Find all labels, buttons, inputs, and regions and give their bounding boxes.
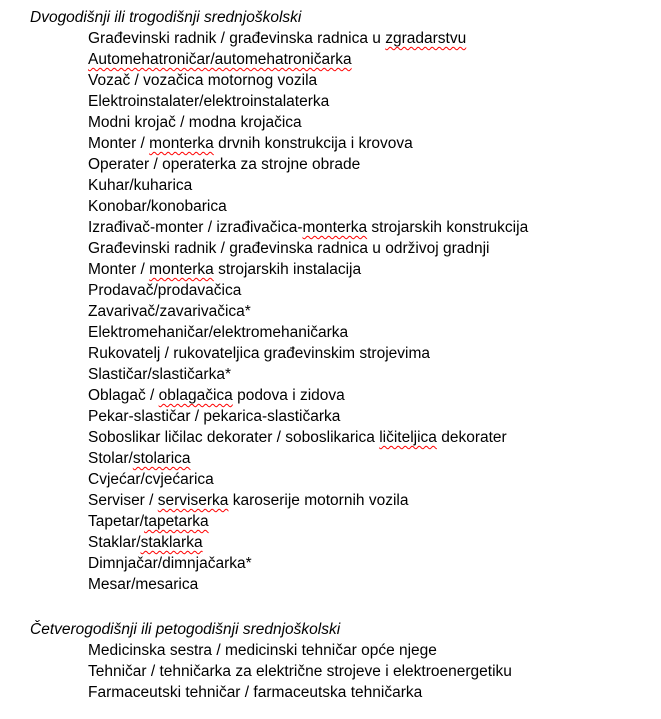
list-item (88, 280, 651, 301)
text-segment: Stolar/ (88, 450, 133, 467)
text-segment: Farmaceutski tehničar / farmaceutska tehničarka (88, 684, 423, 701)
misspelled-word: oblagačica (158, 387, 233, 404)
misspelled-word: stolarica (132, 450, 191, 467)
list-item (88, 682, 651, 703)
list-item (88, 91, 651, 112)
text-segment: Elektroinstalater/elektroinstalaterka (88, 93, 330, 110)
text-segment: Konobar/konobarica (88, 198, 227, 215)
misspelled-word: zgradarstvu (385, 30, 467, 47)
text-segment: dekorater (436, 429, 507, 446)
list-item (88, 640, 651, 661)
text-segment: Oblagač / (88, 387, 159, 404)
sections-container (30, 7, 651, 703)
list-item (88, 490, 651, 511)
misspelled-word: Automehatroničar/automehatroničarka (88, 51, 352, 68)
text-segment: Vozač / vozačica motornog vozila (88, 72, 318, 89)
text-segment: Prodavač/prodavačica (88, 282, 242, 299)
text-segment: Cvjećar/cvjećarica (88, 471, 214, 488)
misspelled-word: monterka (302, 219, 368, 236)
misspelled-word: serviserka (157, 492, 229, 509)
text-segment: Soboslikar ličilac dekorater / soboslikarica (88, 429, 380, 446)
list-item (88, 154, 651, 175)
list-item (88, 133, 651, 154)
text-segment: Modni krojač / modna krojačica (88, 114, 302, 131)
text-segment: Tehničar / tehničarka za električne strojeve i elektroenergetiku (88, 663, 512, 680)
text-segment: Pekar-slastičar / pekarica-slastičarka (88, 408, 341, 425)
text-segment: karoserije motornih vozila (228, 492, 409, 509)
list-item (88, 301, 651, 322)
text-segment: Serviser / (88, 492, 158, 509)
text-segment: Rukovatelj / rukovateljica građevinskim strojevima (88, 345, 430, 362)
occupation-section (30, 619, 651, 703)
text-segment: strojarskih instalacija (213, 261, 362, 278)
list-item (88, 661, 651, 682)
text-segment: podova i zidova (232, 387, 345, 404)
occupation-section (30, 7, 651, 595)
occupation-list (30, 28, 651, 595)
occupation-list (30, 640, 651, 703)
list-item (88, 427, 651, 448)
text-segment: Monter / (88, 261, 150, 278)
text-segment: strojarskih konstrukcija (367, 219, 529, 236)
list-item (88, 406, 651, 427)
text-segment: Izrađivač-monter / izrađivačica- (88, 219, 303, 236)
text-segment: Elektromehaničar/elektromehaničarka (88, 324, 349, 341)
list-item (88, 448, 651, 469)
text-segment: Građevinski radnik / građevinska radnica u održivoj gradnji (88, 240, 490, 257)
list-item (88, 511, 651, 532)
list-item (88, 553, 651, 574)
misspelled-word: staklarka (140, 534, 203, 551)
misspelled-word: monterka (149, 261, 214, 278)
text-segment: Monter / (88, 135, 150, 152)
text-segment: Kuhar/kuharica (88, 177, 193, 194)
text-segment: drvnih konstrukcija i krovova (213, 135, 413, 152)
list-item (88, 322, 651, 343)
text-segment: Dimnjačar/dimnjačarka* (88, 555, 252, 572)
misspelled-word: ličiteljica (379, 429, 437, 446)
list-item (88, 343, 651, 364)
list-item (88, 364, 651, 385)
text-segment: Zavarivač/zavarivačica* (88, 303, 251, 320)
list-item (88, 175, 651, 196)
text-segment: Mesar/mesarica (88, 576, 199, 593)
list-item (88, 532, 651, 553)
list-item (88, 259, 651, 280)
text-segment: Tapetar/ (88, 513, 145, 530)
list-item (88, 217, 651, 238)
text-segment: Slastičar/slastičarka* (88, 366, 231, 383)
text-segment: Operater / operaterka za strojne obrade (88, 156, 361, 173)
list-item (88, 70, 651, 91)
list-item (88, 469, 651, 490)
section-heading: Dvogodišnji ili trogodišnji srednjoškolski (30, 9, 302, 26)
list-item (88, 28, 651, 49)
text-segment: Građevinski radnik / građevinska radnica u (88, 30, 386, 47)
text-segment: Medicinska sestra / medicinski tehničar opće njege (88, 642, 437, 659)
list-item (88, 112, 651, 133)
misspelled-word: tapetarka (144, 513, 209, 530)
list-item (88, 238, 651, 259)
list-item (88, 574, 651, 595)
misspelled-word: monterka (149, 135, 214, 152)
list-item (88, 196, 651, 217)
section-heading: Četverogodišnji ili petogodišnji srednjoškolski (30, 621, 341, 638)
list-item (88, 385, 651, 406)
list-item (88, 49, 651, 70)
text-segment: Staklar/ (88, 534, 141, 551)
